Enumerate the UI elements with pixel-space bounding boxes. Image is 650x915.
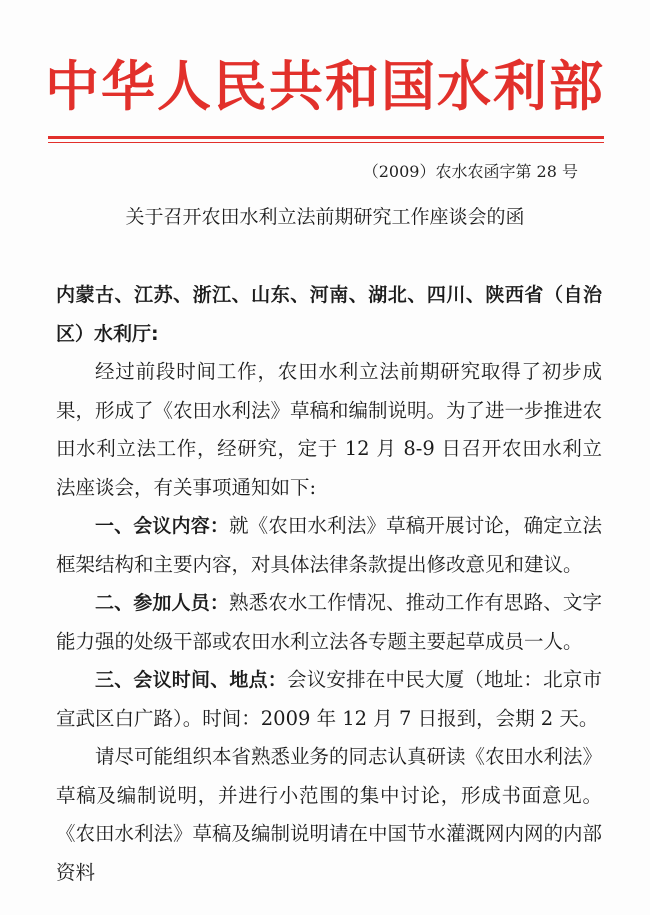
item-paragraph-3 [56,661,602,738]
header-red-rule-thick [48,136,604,139]
document-body [56,276,602,892]
intro-paragraph: 经过前段时间工作，农田水利立法前期研究取得了初步成果，形成了《农田水利法》草稿和编制说明。为了进一步推进农田水利立法工作，经研究，定于 12 月 8-9 日召开农田水利立法座谈会，有关事项通知如下: [56,360,603,499]
header-red-rule-thin [48,142,604,143]
item-heading-1: 一、会议内容： [95,515,229,537]
item-heading-3: 三、会议时间、地点： [95,669,287,691]
item-text-3: 会议安排在中民大厦（地址：北京市宣武区白广路）。时间：2009 年 12 月 7 日报到，会期 2 天。 [56,668,602,730]
item-heading-2: 二、参加人员： [95,592,229,614]
document-subject: 关于召开农田水利立法前期研究工作座谈会的函 [125,206,525,228]
issuing-authority-title: 中华人民共和国水利部 [45,55,605,118]
item-text-1: 就《农田水利法》草稿开展讨论，确定立法框架结构和主要内容，对具体法律条款提出修改意见和建议。 [56,514,602,576]
closing-paragraph: 请尽可能组织本省熟悉业务的同志认真研读《农田水利法》草稿及编制说明，并进行小范围的集中讨论，形成书面意见。《农田水利法》草稿及编制说明请在中国节水灌溉网内网的内部资料 [56,745,603,884]
salutation: 内蒙古、江苏、浙江、山东、河南、湖北、四川、陕西省（自治区）水利厅: [56,284,602,345]
item-paragraph-2 [56,584,602,661]
item-text-2: 熟悉农水工作情况、推动工作有思路、文字能力强的处级干部或农田水利立法各专题主要起草成员一人。 [56,591,602,653]
document-number: （2009）农水农函字第 28 号 [362,162,578,181]
item-paragraph-1 [56,507,602,584]
